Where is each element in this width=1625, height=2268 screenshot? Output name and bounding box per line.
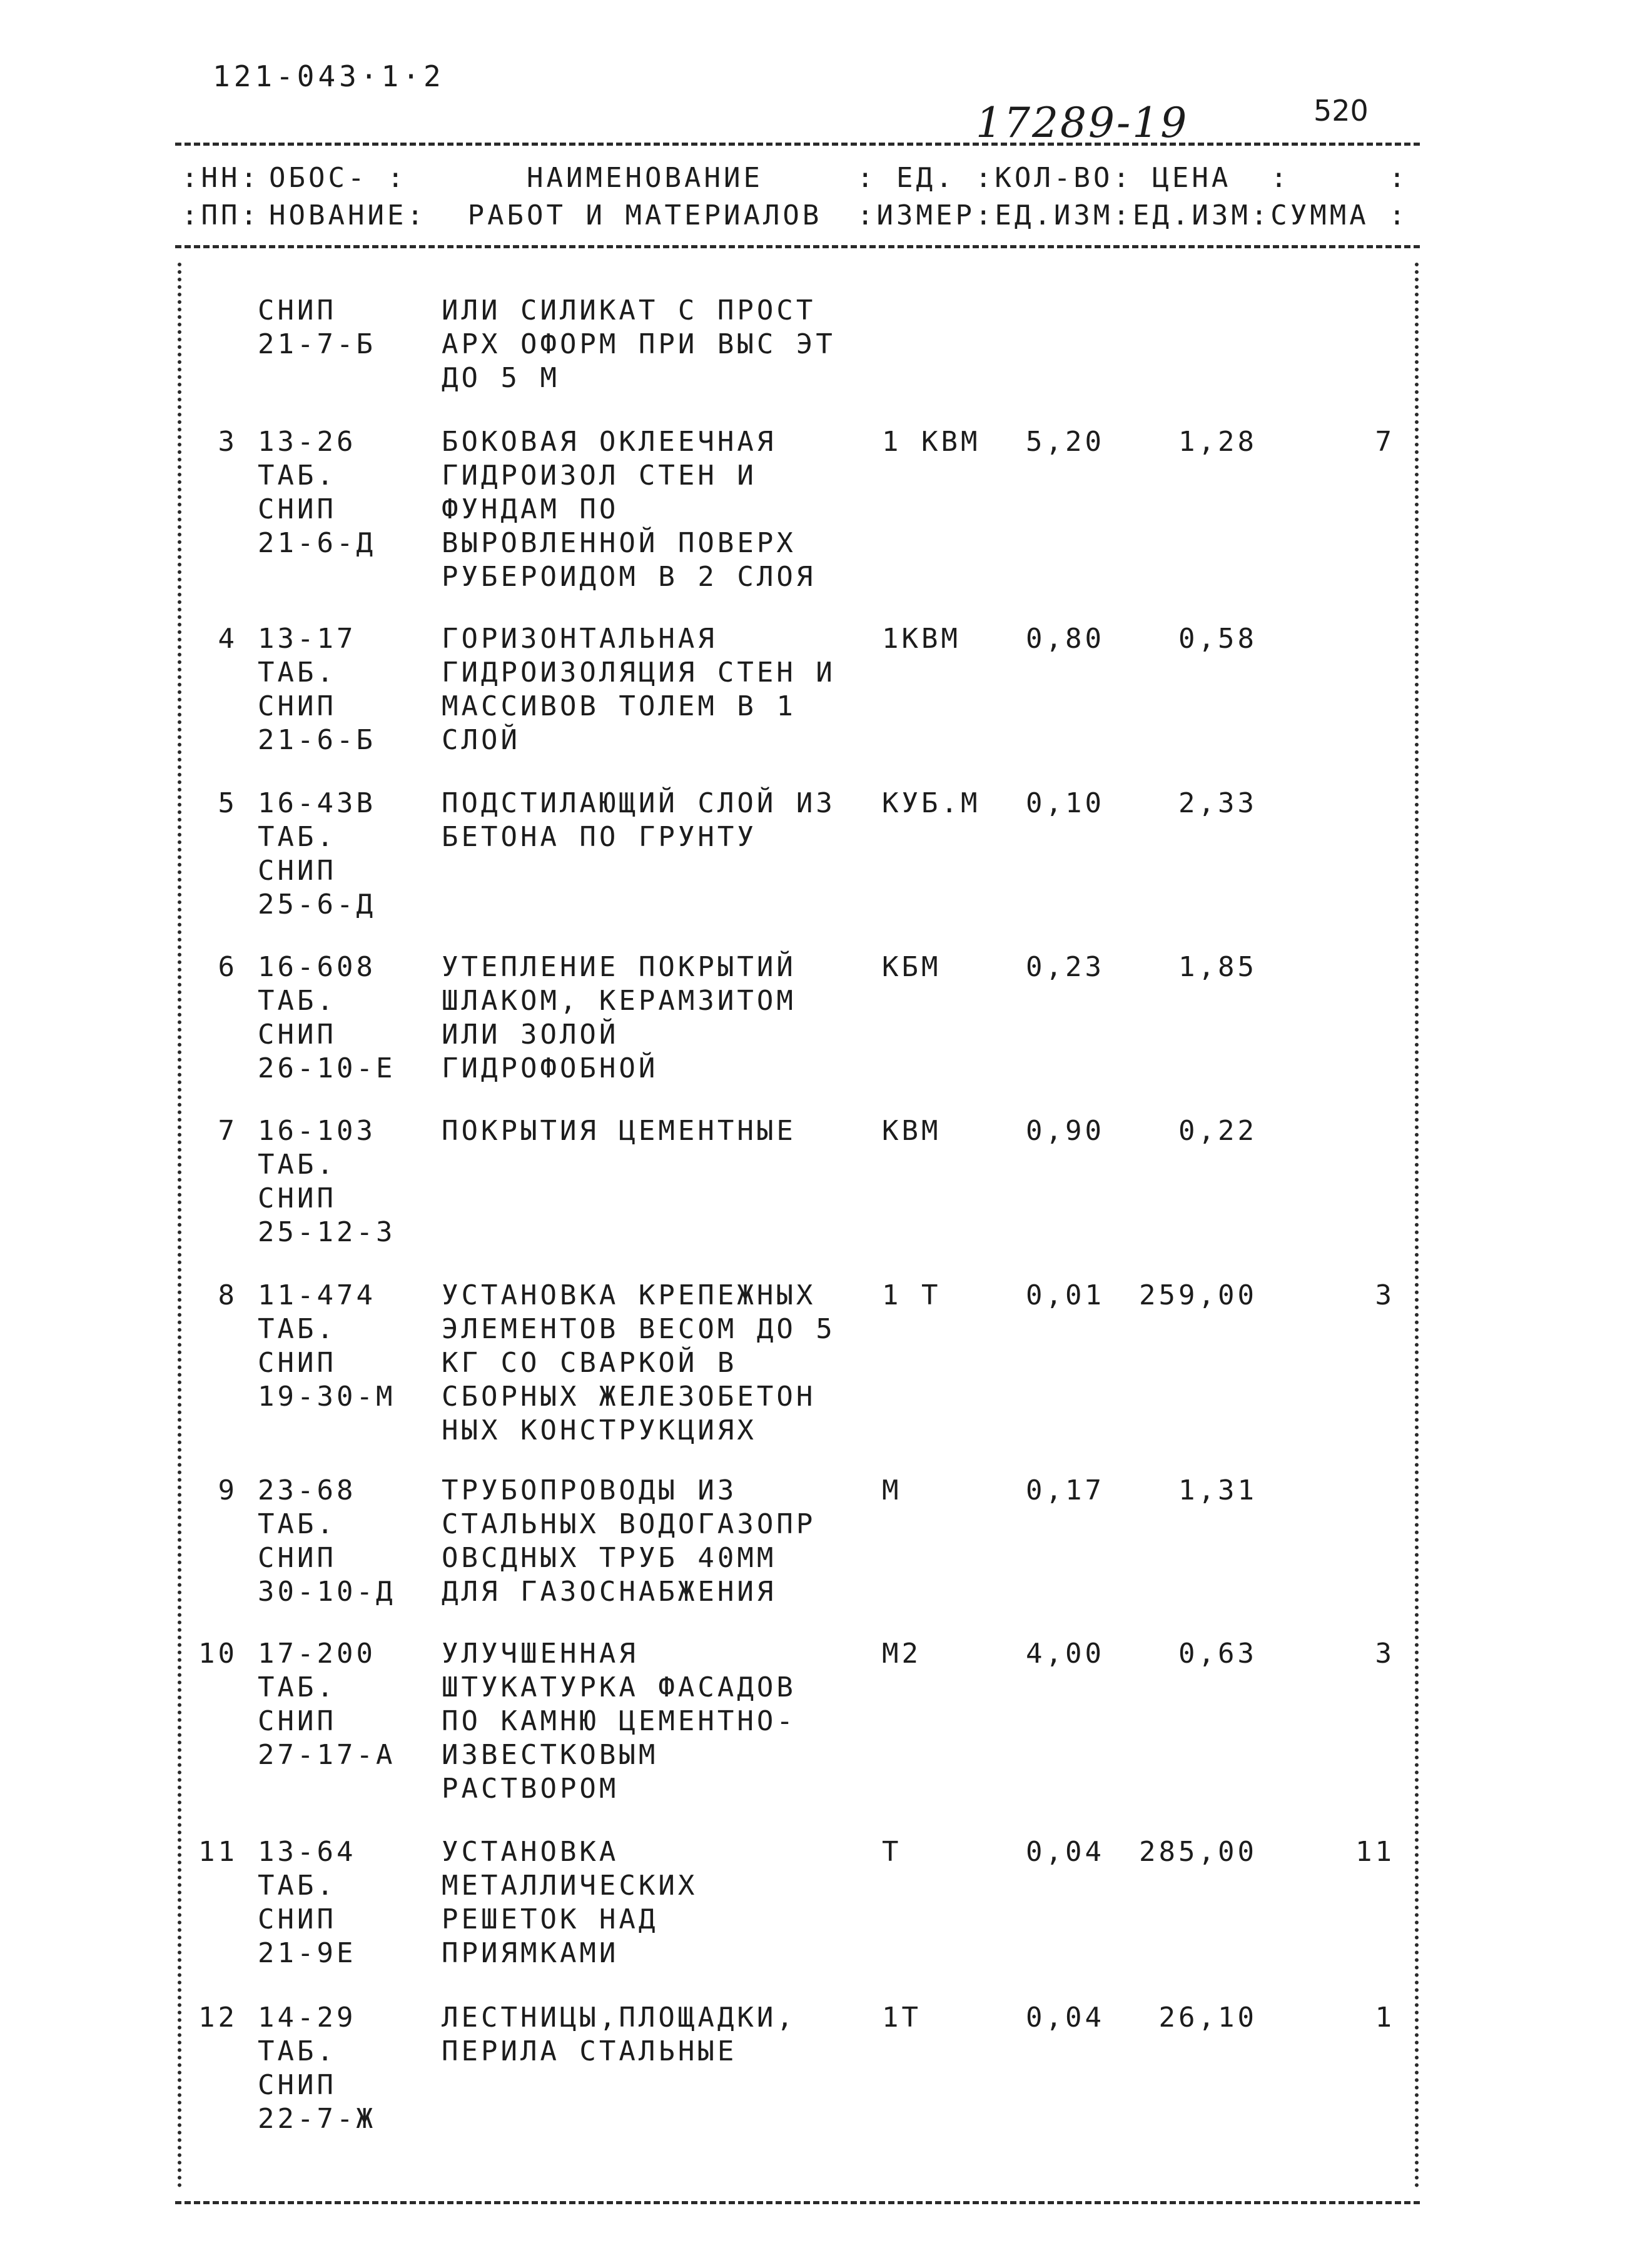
row-5-ref: 16-608 ТАБ. СНИП 26-10-Е bbox=[258, 951, 396, 1084]
row-11-nn: 12 bbox=[198, 2002, 238, 2034]
row-2-price: 1,28 bbox=[1178, 426, 1257, 458]
row-8-unit: М bbox=[882, 1474, 902, 1506]
row-9-price: 0,63 bbox=[1178, 1638, 1257, 1670]
row-9-nn: 10 bbox=[198, 1638, 238, 1670]
handwritten-number: 17289-19 bbox=[976, 99, 1189, 147]
row-2-name: БОКОВАЯ ОКЛЕЕЧНАЯ ГИДРОИЗОЛ СТЕН И ФУНДАМ ПО ВЫРОВЛЕННОЙ ПОВЕРХ РУБЕРОИДОМ В 2 СЛОЯ bbox=[442, 426, 816, 593]
row-8-nn: 9 bbox=[218, 1474, 238, 1506]
row-9-qty: 4,00 bbox=[1026, 1638, 1105, 1670]
row-2-unit: 1 КВМ bbox=[882, 426, 981, 458]
row-7-ref: 11-474 ТАБ. СНИП 19-30-М bbox=[258, 1279, 396, 1413]
row-11-ref: 14-29 ТАБ. СНИП 22-7-Ж bbox=[258, 2002, 376, 2135]
row-5-price: 1,85 bbox=[1178, 951, 1257, 983]
header-col-nn: :НН: :ПП: bbox=[181, 162, 260, 231]
table-bottom-rule bbox=[175, 2201, 1420, 2204]
row-10-sum: 11 bbox=[1355, 1836, 1395, 1868]
row-4-nn: 5 bbox=[218, 787, 238, 819]
row-10-ref: 13-64 ТАБ. СНИП 21-9Е bbox=[258, 1836, 357, 1969]
row-11-price: 26,10 bbox=[1158, 2002, 1257, 2034]
row-10-unit: Т bbox=[882, 1836, 902, 1868]
row-1-name: ИЛИ СИЛИКАТ С ПРОСТ АРХ ОФОРМ ПРИ ВЫС ЭТ ДО 5 М bbox=[442, 295, 836, 394]
row-7-name: УСТАНОВКА КРЕПЕЖНЫХ ЭЛЕМЕНТОВ ВЕСОМ ДО 5 КГ СО СВАРКОЙ В СБОРНЫХ ЖЕЛЕЗОБЕТОН НЫХ КОНСТРУКЦИЯХ bbox=[442, 1279, 836, 1446]
row-11-unit: 1Т bbox=[882, 2002, 921, 2034]
row-7-qty: 0,01 bbox=[1026, 1279, 1105, 1311]
row-10-name: УСТАНОВКА МЕТАЛЛИЧЕСКИХ РЕШЕТОК НАД ПРИЯМКАМИ bbox=[442, 1836, 698, 1969]
header-col-values: : ЕД. :КОЛ-ВО: ЦЕНА : : :ИЗМЕР:ЕД.ИЗМ:ЕД.ИЗМ:СУММА : bbox=[857, 162, 1409, 231]
row-4-ref: 16-43В ТАБ. СНИП 25-6-Д bbox=[258, 787, 376, 920]
row-10-nn: 11 bbox=[198, 1836, 238, 1868]
row-4-qty: 0,10 bbox=[1026, 787, 1105, 819]
row-3-ref: 13-17 ТАБ. СНИП 21-6-Б bbox=[258, 623, 376, 756]
row-3-unit: 1КВМ bbox=[882, 623, 961, 655]
row-7-sum: 3 bbox=[1375, 1279, 1395, 1311]
row-9-sum: 3 bbox=[1375, 1638, 1395, 1670]
header-col-basis: ОБОС- : НОВАНИЕ: bbox=[269, 162, 427, 231]
header-bottom-rule bbox=[175, 245, 1420, 248]
row-5-name: УТЕПЛЕНИЕ ПОКРЫТИЙ ШЛАКОМ, КЕРАМЗИТОМ ИЛИ ЗОЛОЙ ГИДРОФОБНОЙ bbox=[442, 951, 796, 1084]
row-5-qty: 0,23 bbox=[1026, 951, 1105, 983]
row-5-nn: 6 bbox=[218, 951, 238, 983]
row-8-ref: 23-68 ТАБ. СНИП 30-10-Д bbox=[258, 1474, 396, 1608]
row-6-ref: 16-103 ТАБ. СНИП 25-12-3 bbox=[258, 1115, 396, 1248]
row-2-ref: 13-26 ТАБ. СНИП 21-6-Д bbox=[258, 426, 376, 559]
row-6-nn: 7 bbox=[218, 1115, 238, 1147]
row-10-qty: 0,04 bbox=[1026, 1836, 1105, 1868]
row-6-unit: КВМ bbox=[882, 1115, 941, 1147]
row-4-unit: КУБ.М bbox=[882, 787, 981, 819]
row-7-nn: 8 bbox=[218, 1279, 238, 1311]
left-border bbox=[178, 263, 181, 2189]
row-4-price: 2,33 bbox=[1178, 787, 1257, 819]
row-2-qty: 5,20 bbox=[1026, 426, 1105, 458]
document-code: 121-043·1·2 bbox=[213, 59, 445, 93]
row-6-qty: 0,90 bbox=[1026, 1115, 1105, 1147]
row-2-nn: 3 bbox=[218, 426, 238, 458]
row-9-name: УЛУЧШЕННАЯ ШТУКАТУРКА ФАСАДОВ ПО КАМНЮ ЦЕМЕНТНО- ИЗВЕСТКОВЫМ РАСТВОРОМ bbox=[442, 1638, 796, 1805]
row-9-unit: М2 bbox=[882, 1638, 921, 1670]
right-border bbox=[1415, 263, 1419, 2189]
row-3-name: ГОРИЗОНТАЛЬНАЯ ГИДРОИЗОЛЯЦИЯ СТЕН И МАССИВОВ ТОЛЕМ В 1 СЛОЙ bbox=[442, 623, 836, 756]
page-number: 520 bbox=[1314, 94, 1369, 128]
row-9-ref: 17-200 ТАБ. СНИП 27-17-А bbox=[258, 1638, 396, 1771]
row-2-sum: 7 bbox=[1375, 426, 1395, 458]
row-1-ref: СНИП 21-7-Б bbox=[258, 295, 376, 360]
row-11-name: ЛЕСТНИЦЫ,ПЛОЩАДКИ, ПЕРИЛА СТАЛЬНЫЕ bbox=[442, 2002, 796, 2067]
header-top-rule bbox=[175, 143, 1420, 146]
row-8-name: ТРУБОПРОВОДЫ ИЗ СТАЛЬНЫХ ВОДОГАЗОПР ОВСДНЫХ ТРУБ 40ММ ДЛЯ ГАЗОСНАБЖЕНИЯ bbox=[442, 1474, 816, 1608]
row-11-sum: 1 bbox=[1375, 2002, 1395, 2034]
row-7-price: 259,00 bbox=[1139, 1279, 1257, 1311]
header-col-name: НАИМЕНОВАНИЕ РАБОТ И МАТЕРИАЛОВ bbox=[467, 162, 823, 231]
row-6-price: 0,22 bbox=[1178, 1115, 1257, 1147]
row-10-price: 285,00 bbox=[1139, 1836, 1257, 1868]
row-3-qty: 0,80 bbox=[1026, 623, 1105, 655]
row-6-name: ПОКРЫТИЯ ЦЕМЕНТНЫЕ bbox=[442, 1115, 796, 1147]
row-3-nn: 4 bbox=[218, 623, 238, 655]
row-7-unit: 1 Т bbox=[882, 1279, 941, 1311]
row-3-price: 0,58 bbox=[1178, 623, 1257, 655]
row-4-name: ПОДСТИЛАЮЩИЙ СЛОЙ ИЗ БЕТОНА ПО ГРУНТУ bbox=[442, 787, 836, 853]
row-11-qty: 0,04 bbox=[1026, 2002, 1105, 2034]
row-5-unit: КБМ bbox=[882, 951, 941, 983]
row-8-price: 1,31 bbox=[1178, 1474, 1257, 1506]
row-8-qty: 0,17 bbox=[1026, 1474, 1105, 1506]
